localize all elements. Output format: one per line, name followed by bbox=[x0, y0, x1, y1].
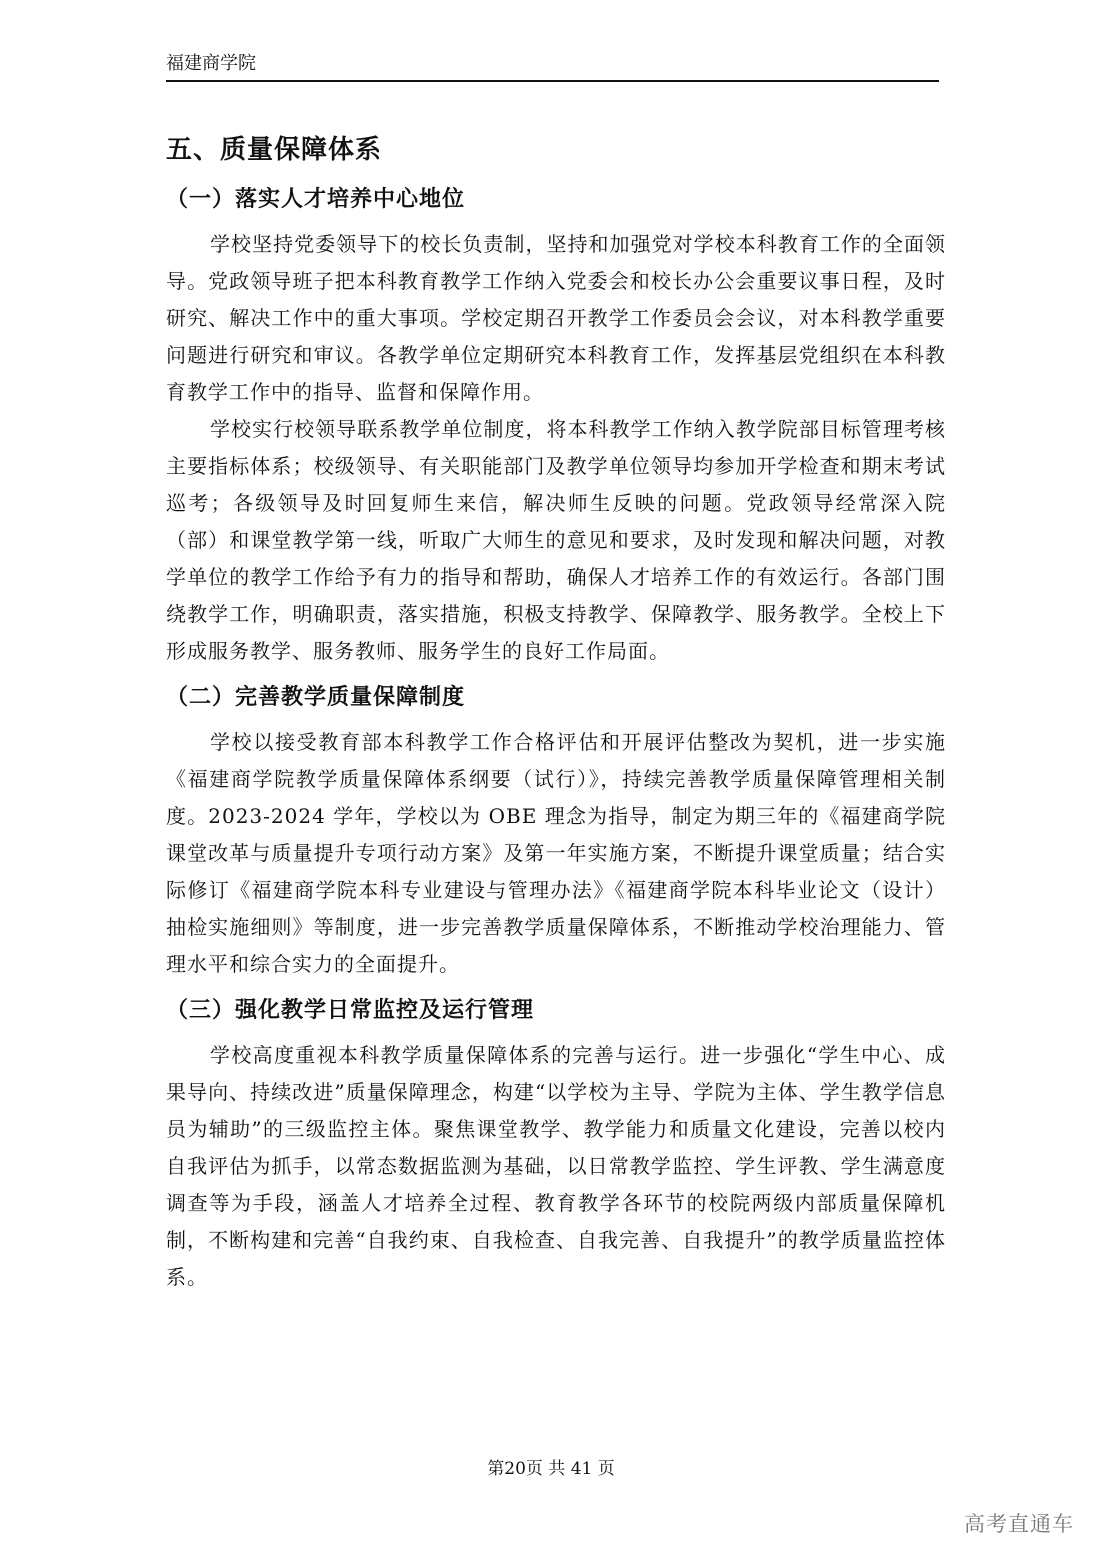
document-body bbox=[166, 130, 946, 1306]
watermark-text: 高考直通车 bbox=[964, 1512, 1074, 1536]
running-header bbox=[166, 52, 939, 82]
section-1 bbox=[166, 182, 946, 670]
section-heading: （一）落实人才培养中心地位 bbox=[166, 187, 466, 212]
page-number: 第20页 共 41 页 bbox=[487, 1459, 615, 1479]
header-title: 福建商学院 bbox=[166, 53, 256, 74]
section-heading: （二）完善教学质量保障制度 bbox=[166, 685, 466, 710]
section-2 bbox=[166, 680, 946, 983]
paragraph: 学校以接受教育部本科教学工作合格评估和开展评估整改为契机，进一步实施《福建商学院教学质量保障体系纲要（试行）》，持续完善教学质量保障管理相关制度。2023-2024 学年，学校以为 OBE 理念为指导，制定为期三年的《福建商学院课堂改革与质量提升专项行动方案》及第一年实施方案，不断提升课堂质量；结合实际修订《福建商学院本科专业建设与管理办法》《福建商学院本科毕业论文（设计）抽检实施细则》等制度，进一步完善教学质量保障体系，不断推动学校治理能力、管理水平和综合实力的全面提升。 bbox=[166, 730, 946, 976]
paragraph: 学校坚持党委领导下的校长负责制，坚持和加强党对学校本科教育工作的全面领导。党政领导班子把本科教育教学工作纳入党委会和校长办公会重要议事日程，及时研究、解决工作中的重大事项。学校定期召开教学工作委员会会议，对本科教学重要问题进行研究和审议。各教学单位定期研究本科教育工作，发挥基层党组织在本科教育教学工作中的指导、监督和保障作用。 bbox=[166, 232, 946, 404]
page-footer bbox=[0, 1458, 1102, 1480]
section-3 bbox=[166, 993, 946, 1296]
paragraph: 学校实行校领导联系教学单位制度，将本科教学工作纳入教学院部目标管理考核主要指标体系；校级领导、有关职能部门及教学单位领导均参加开学检查和期末考试巡考；各级领导及时回复师生来信，解决师生反映的问题。党政领导经常深入院（部）和课堂教学第一线，听取广大师生的意见和要求，及时发现和解决问题，对教学单位的教学工作给予有力的指导和帮助，确保人才培养工作的有效运行。各部门围绕教学工作，明确职责，落实措施，积极支持教学、保障教学、服务教学。全校上下形成服务教学、服务教师、服务学生的良好工作局面。 bbox=[166, 417, 946, 663]
chapter-heading: 五、质量保障体系 bbox=[166, 135, 383, 165]
section-heading: （三）强化教学日常监控及运行管理 bbox=[166, 998, 535, 1023]
paragraph: 学校高度重视本科教学质量保障体系的完善与运行。进一步强化“学生中心、成果导向、持续改进”质量保障理念，构建“以学校为主导、学院为主体、学生教学信息员为辅助”的三级监控主体。聚焦课堂教学、教学能力和质量文化建设，完善以校内自我评估为抓手，以常态数据监测为基础，以日常教学监控、学生评教、学生满意度调查等为手段，涵盖人才培养全过程、教育教学各环节的校院两级内部质量保障机制，不断构建和完善“自我约束、自我检查、自我完善、自我提升”的教学质量监控体系。 bbox=[166, 1043, 946, 1289]
